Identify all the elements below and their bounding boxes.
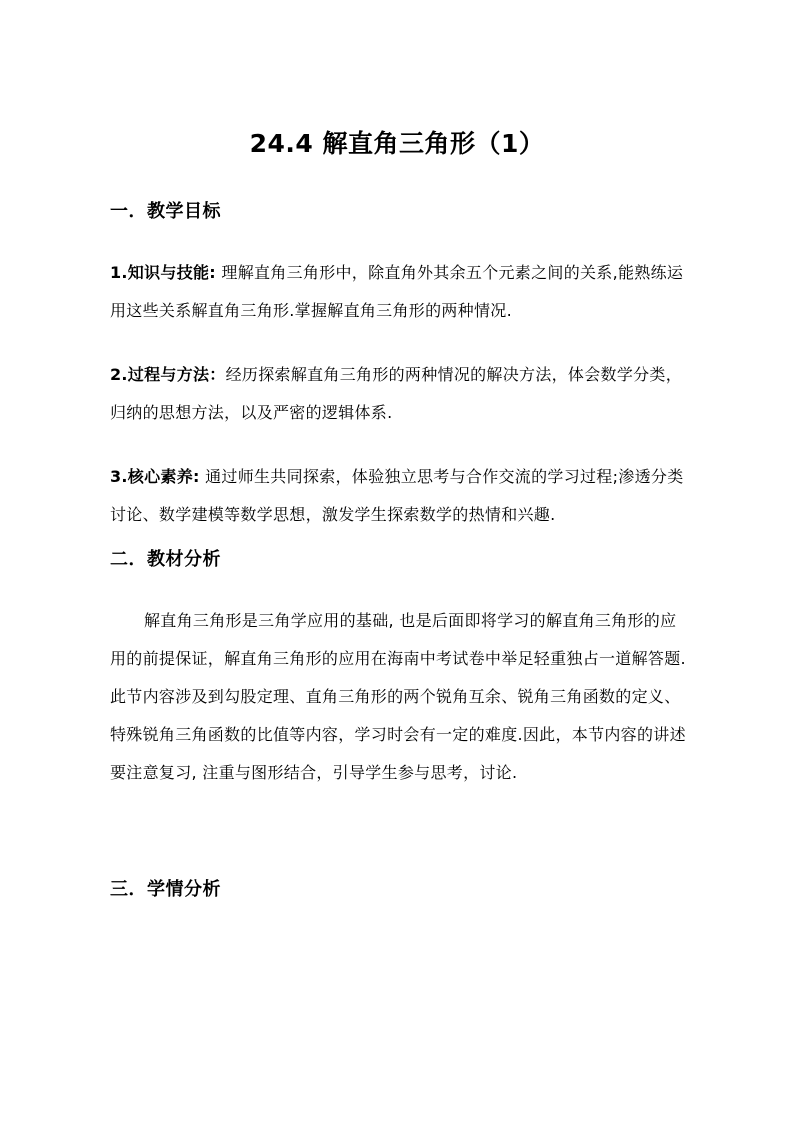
- material-analysis-paragraph: 解直角三角形是三角学应用的基础, 也是后面即将学习的解直角三角形的应用的前提保证，解直角三角形的应用在海南中考试卷中举足轻重独占一道解答题.此节内容涉及到勾股定理、直角三角形的两个锐角互余、锐角三角函数的定义、特殊锐角三角函数的比值等内容，学习时会有一定的难度.因此，本节内容的讲述要注意复习, 注重与图形结合，引导学生参与思考，讨论.: [110, 611, 686, 782]
- section-heading-learner-analysis: 三．学情分析: [110, 879, 221, 900]
- goal-item-process: [110, 356, 690, 432]
- goal-label: 2.过程与方法：: [110, 365, 226, 384]
- goal-text: 通过师生共同探索，体验独立思考与合作交流的学习过程;渗透分类讨论、数学建模等数学思想，激发学生探索数学的热情和兴趣.: [110, 467, 684, 524]
- goal-item-core-literacy: [110, 458, 690, 534]
- goal-text: 经历探索解直角三角形的两种情况的解决方法，体会数学分类，归纳的思想方法，以及严密的逻辑体系.: [110, 365, 683, 422]
- goal-label: 3.核心素养:: [110, 467, 200, 486]
- section-heading-material-analysis: 二．教材分析: [110, 549, 221, 570]
- goal-label: 1.知识与技能:: [110, 263, 217, 282]
- document-title: 24.4 解直角三角形（1）: [249, 129, 545, 158]
- goal-item-knowledge: [110, 254, 690, 330]
- section-heading-teaching-goals: 一．教学目标: [110, 201, 221, 222]
- goal-text: 理解直角三角形中，除直角外其余五个元素之间的关系,能熟练运用这些关系解直角三角形.掌握解直角三角形的两种情况.: [110, 263, 684, 320]
